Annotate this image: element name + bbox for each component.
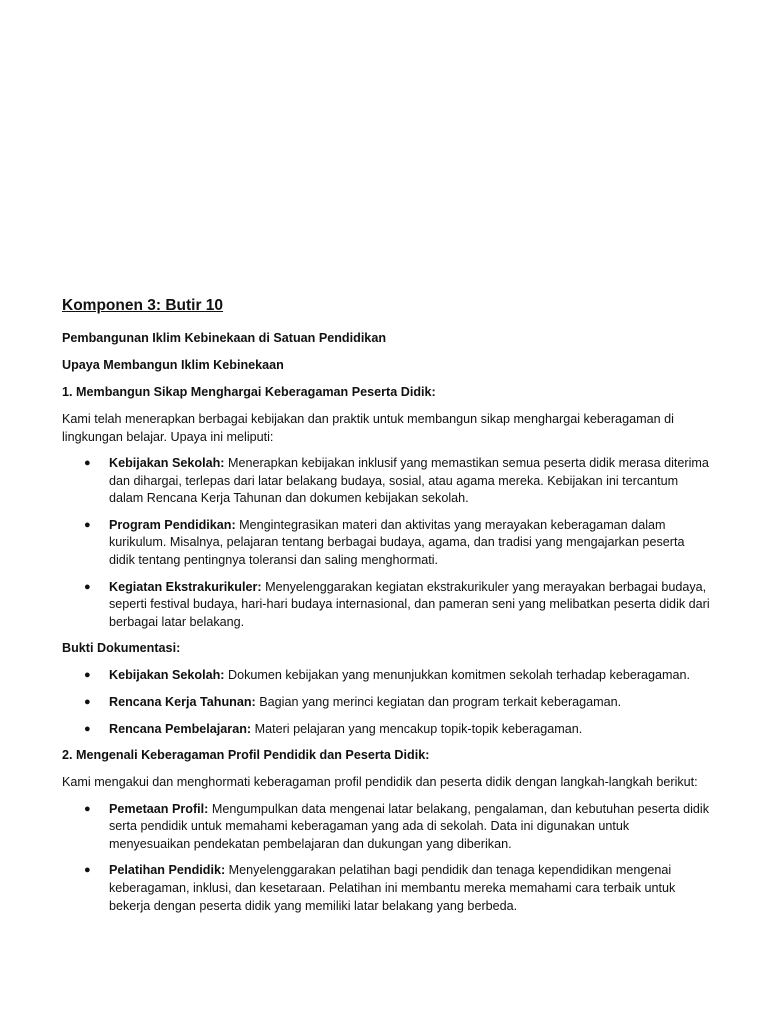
- item-label: Kebijakan Sekolah:: [109, 668, 225, 683]
- list-item: [62, 667, 712, 685]
- list-item: [62, 862, 712, 915]
- bullet-icon: ●: [84, 518, 91, 531]
- item-text: Mengumpulkan data mengenai latar belakang, pengalaman, dan kebutuhan peserta didik serta pendidik untuk memahami keberagaman yang ada di sekolah. Data ini digunakan untuk menyesuaikan pendekatan pembelajaran dan dukungan yang diberikan.: [109, 801, 709, 851]
- section2-list: [62, 801, 712, 916]
- section-subheading: Upaya Membangun Iklim Kebinekaan: [62, 358, 284, 372]
- document-title: Komponen 3: Butir 10: [62, 297, 224, 314]
- item-text: Menyelenggarakan kegiatan ekstrakurikuler yang merayakan berbagai budaya, seperti festival budaya, hari-hari budaya internasional, dan pameran seni yang melibatkan peserta didik dari berbagai latar belakang.: [109, 579, 710, 629]
- section1-list: [62, 455, 712, 631]
- bullet-icon: ●: [84, 580, 91, 593]
- item-label: Kebijakan Sekolah:: [109, 456, 225, 470]
- list-item: [62, 455, 712, 508]
- evidence-heading: Bukti Dokumentasi:: [62, 641, 181, 656]
- document-content: [62, 296, 712, 924]
- item-text: Menyelenggarakan pelatihan bagi pendidik dan tenaga kependidikan mengenai keberagaman, inklusi, dan kesetaraan. Pelatihan ini membantu mereka memahami cara terbaik untuk bekerja dengan peserta didik yang memiliki latar belakang yang berbeda.: [109, 863, 676, 913]
- item-label: Kegiatan Ekstrakurikuler:: [109, 579, 262, 594]
- bullet-icon: ●: [84, 864, 91, 877]
- bullet-icon: ●: [84, 457, 91, 469]
- item-label: Program Pendidikan:: [109, 517, 236, 532]
- section2-intro: Kami mengakui dan menghormati keberagaman profil pendidik dan peserta didik dengan langkah-langkah berikut:: [62, 775, 698, 790]
- item-label: Rencana Pembelajaran:: [109, 721, 252, 736]
- list-item: [62, 579, 712, 632]
- item-label: Rencana Kerja Tahunan:: [109, 694, 256, 709]
- item-text: Mengintegrasikan materi dan aktivitas yang merayakan keberagaman dalam kurikulum. Misalnya, pelajaran tentang berbagai budaya, agama, dan tradisi yang mengajarkan peserta didik tentang pentingnya toleransi dan saling menghormati.: [109, 517, 685, 567]
- bullet-icon: ●: [84, 695, 91, 708]
- item-text: Bagian yang merinci kegiatan dan program terkait keberagaman.: [255, 694, 622, 709]
- item-label: Pelatihan Pendidik:: [109, 863, 226, 878]
- section2-heading: 2. Mengenali Keberagaman Profil Pendidik dan Peserta Didik:: [62, 748, 430, 763]
- bullet-icon: ●: [84, 669, 91, 682]
- list-item: [62, 801, 712, 854]
- item-text: Dokumen kebijakan yang menunjukkan komitmen sekolah terhadap keberagaman.: [224, 668, 691, 683]
- bullet-icon: ●: [84, 802, 91, 815]
- list-item: [62, 517, 712, 570]
- item-label: Pemetaan Profil:: [109, 801, 209, 816]
- document-subtitle: Pembangunan Iklim Kebinekaan di Satuan Pendidikan: [62, 331, 387, 345]
- section1-heading: 1. Membangun Sikap Menghargai Keberagaman Peserta Didik:: [62, 385, 436, 399]
- bullet-icon: ●: [84, 722, 91, 735]
- section1-intro: Kami telah menerapkan berbagai kebijakan dan praktik untuk membangun sikap menghargai keberagaman di lingkungan belajar. Upaya ini meliputi:: [62, 412, 674, 444]
- evidence-list: [62, 667, 712, 738]
- item-text: Materi pelajaran yang mencakup topik-topik keberagaman.: [251, 721, 583, 736]
- list-item: [62, 694, 712, 712]
- item-text: Menerapkan kebijakan inklusif yang memastikan semua peserta didik merasa diterima dan dihargai, terlepas dari latar belakang budaya, sosial, atau agama mereka. Kebijakan ini tercantum dalam Rencana Kerja Tahunan dan dokumen kebijakan sekolah.: [109, 456, 709, 506]
- list-item: [62, 721, 712, 739]
